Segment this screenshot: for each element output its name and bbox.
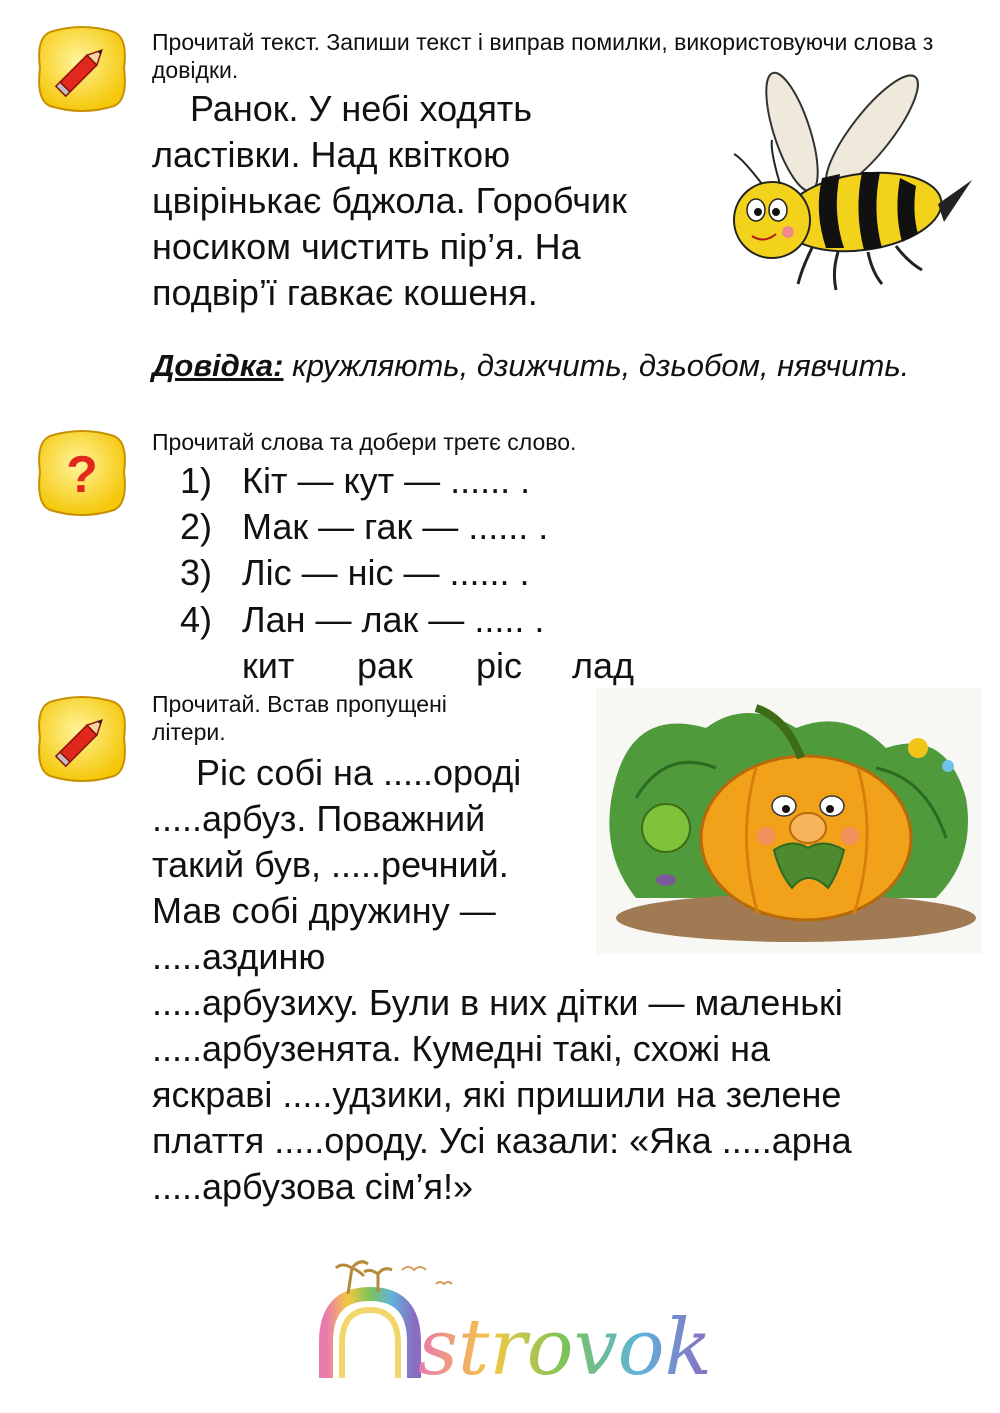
option-word: ріс <box>476 645 523 686</box>
task3-line: Ріс собі на .....ороді <box>196 752 522 793</box>
task3-line: такий був, .....речний. <box>152 844 509 885</box>
list-item: 4) Лан — лак — ..... . <box>180 599 545 640</box>
svg-text:?: ? <box>66 446 98 504</box>
task1-line: носиком чистить пір’я. На <box>152 226 581 267</box>
list-item: 2) Мак — гак — ...... . <box>180 506 549 547</box>
question-mark-icon <box>36 428 128 518</box>
task1-line: цвірінькає бджола. Горобчик <box>152 180 627 221</box>
list-item: 3) Ліс — ніс — ...... . <box>180 552 530 593</box>
reference-words: кружляють, дзижчить, дзьобом, нявчить. <box>292 348 910 383</box>
option-word: кит <box>242 645 295 686</box>
task3-line: .....арбузенята. Кумедні такі, схожі на <box>152 1028 770 1069</box>
task3-line: .....аздиню <box>152 936 326 977</box>
task1-reference <box>152 348 909 384</box>
task3-line: яскраві .....удзики, які пришили на зелене <box>152 1074 842 1115</box>
task1-text <box>152 86 712 316</box>
task3-line: .....арбуз. Поважний <box>152 798 486 839</box>
task3-line: плаття .....ороду. Усі казали: «Яка .....арна <box>152 1120 852 1161</box>
reference-label: Довідка: <box>152 348 284 383</box>
list-item: 1) Кіт — кут — ...... . <box>180 460 531 501</box>
task1-instruction: Прочитай текст. Запиши текст і виправ помилки, використовуючи слова з довідки. <box>152 29 934 83</box>
task3-line: Мав собі дружину — <box>152 890 496 931</box>
option-word: рак <box>357 645 413 686</box>
task1-line: ластівки. Над квіткою <box>152 134 511 175</box>
option-word: лад <box>572 645 635 686</box>
pencil-icon <box>36 24 128 114</box>
task1-line: подвір’ї гавкає кошеня. <box>152 272 538 313</box>
task3-instruction: Прочитай. Встав пропущені літери. <box>152 691 447 745</box>
pencil-icon <box>36 694 128 784</box>
ostrovok-logo <box>318 1250 758 1390</box>
task3-line: .....арбузова сім’я!» <box>152 1166 474 1207</box>
task3-line: .....арбузиху. Були в них дітки — маленькі <box>152 982 843 1023</box>
task2-instruction: Прочитай слова та добери третє слово. <box>152 429 577 455</box>
pumpkin-illustration <box>596 688 982 954</box>
logo-text: strovok <box>418 1303 712 1390</box>
bee-illustration <box>722 62 982 294</box>
task1-line: Ранок. У небі ходять <box>190 88 533 129</box>
